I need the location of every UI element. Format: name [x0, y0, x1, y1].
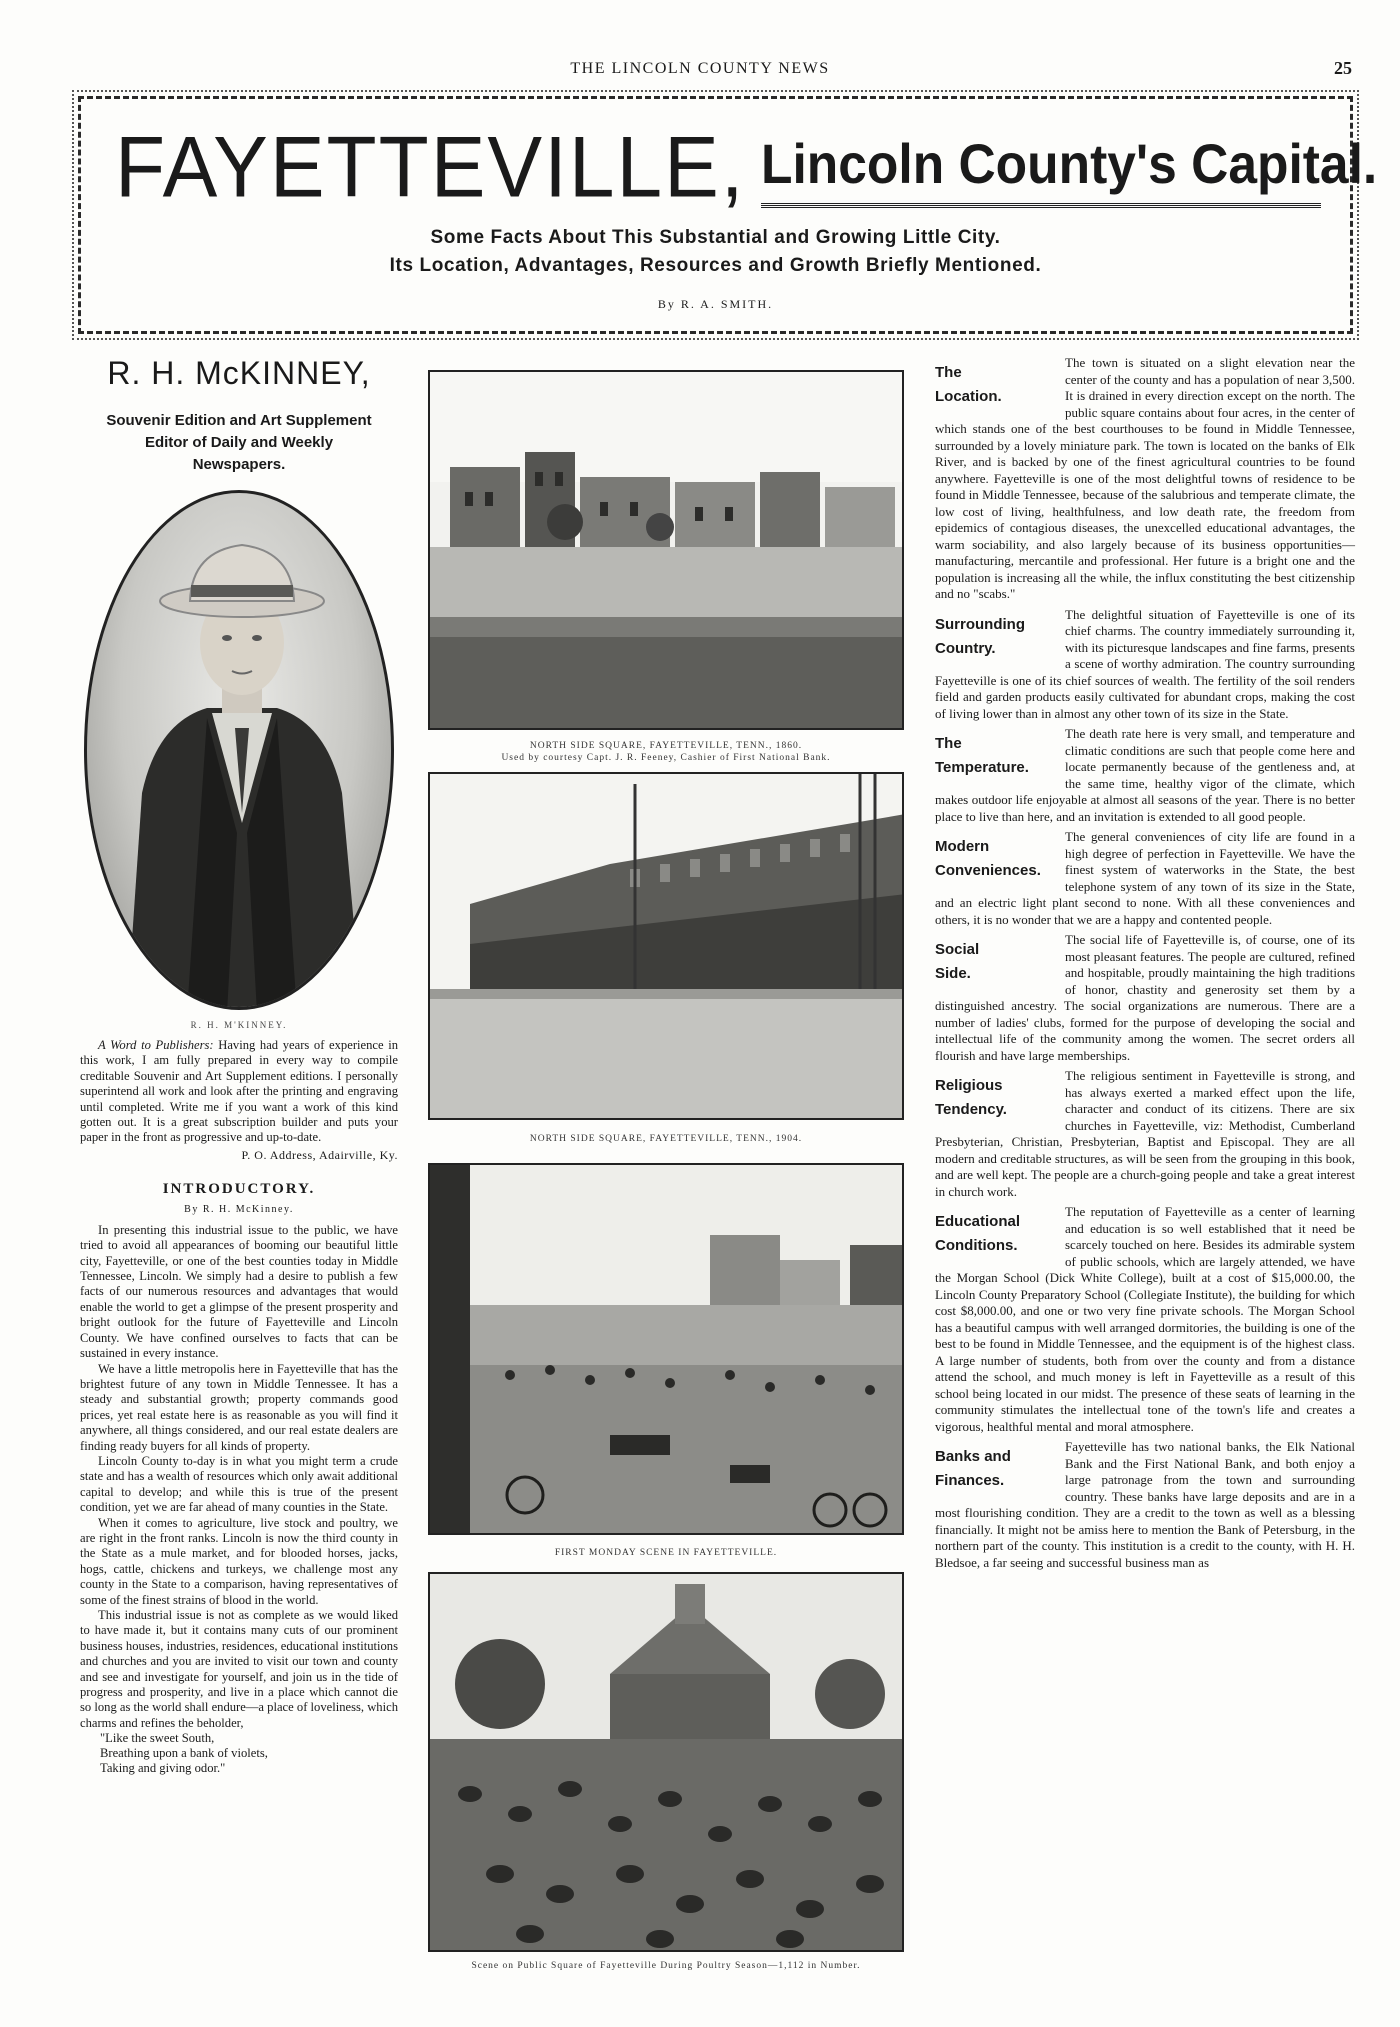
photo-north-square-1860: [428, 370, 904, 730]
editor-role: [80, 410, 398, 476]
section-text: Fayetteville has two national banks, the Elk National Bank and the First National Bank, and both enjoy a large patronage from the town and surrounding country. These banks have large deposits and are in a most flourishing condition. They are a credit to the town as well as a blessing financially. It might not be amiss here to mention the Bank of Petersburg, in the northern part of the county. This institution is a credit to the county, with H. H. Bledsoe, a far seeing and successful business man as: [935, 1439, 1355, 1570]
editor-address: P. O. Address, Adairville, Ky.: [241, 1147, 398, 1162]
page-number: 25: [1334, 58, 1352, 78]
photo-caption-line-1: NORTH SIDE SQUARE, FAYETTEVILLE, TENN., 1860.: [529, 741, 803, 751]
section-text: The religious sentiment in Fayetteville is strong, and has always exerted a marked effect upon the life, character and conduct of its citizens. There are six churches in Fayetteville, viz: Methodist, Cumberland Presbyterian, Christian, Presbyterian, Baptist and Episcopal. They are all modern and creditable structures, as will be seen from the grouping in this book, and are well kept. The people are a church-going people and take a great interest in church work.: [935, 1068, 1355, 1199]
title-box: [78, 96, 1378, 334]
introductory-paragraph: Lincoln County to-day is in what you might term a crude state and has a wealth of resources which only await additional capital to develop; and while this is true of the present condition, yet we are far ahead of many counties in the State.: [80, 1453, 398, 1515]
headline-main: FAYETTEVILLE,: [115, 119, 746, 216]
photo-image: [430, 1574, 904, 1952]
section-educational-conditions: [935, 1204, 1355, 1435]
portrait-caption: R. H. M'KINNEY.: [190, 1020, 288, 1030]
section-head-line-1: The: [935, 364, 962, 381]
section-head: [935, 1445, 1055, 1493]
section-head: [935, 732, 1055, 780]
introductory-paragraph: This industrial issue is not as complete as we would liked to have made it, but it contains many cuts of our prominent business houses, industries, residences, educational institutions and churches and you are invited to visit our town and county and see and investigate for yourself, and join us in the tide of progress and prosperity, and live in a place which cannot die so long as the world shall endure—a place of loveliness, which charms and refines the beholder,: [80, 1608, 398, 1730]
editor-name: R. H. McKINNEY,: [107, 355, 371, 391]
introductory-paragraph: When it comes to agriculture, live stock and poultry, we are right in the front ranks. Lincoln is now the third county in the State as a mule market, and for blooded horses, jacks, hogs, cattle, chickens and turkeys, we challenge most any county in the State to a comparison, having representatives of some of the finest strains of blood in the world.: [80, 1515, 398, 1607]
headline-sub: Lincoln County's Capital.: [761, 132, 1378, 195]
section-text: The town is situated on a slight elevation near the center of the county and has a population of near 3,500. It is drained in every direction except on the north. The public square contains about four acres, in the center of which stands one of the best courthouses to be found in Middle Tennessee, surrounded by a lovely miniature park. The town is located on the banks of Elk River, and is backed by one of the finest agricultural countries to be found anywhere. Fayetteville is one of the most delightful towns of residence to be found in Middle Tennessee, because of the salubrious and temperate climate, the low cost of living, healthfulness, and low death rate, the freedom from epidemics of contagious diseases, the unexcelled educational advantages, the warm sociability, and also largely because of its business opportunities—manufacturing, mercantile and professional. Her future is a bright one and the population is increasing all the while, the influx constituting the best citizenship and no "scabs.": [935, 355, 1355, 601]
section-text: The delightful situation of Fayetteville is one of its chief charms. The country immediately surrounding it, with its picturesque landscapes and fine farms, presents a scene of worthy admiration. The country surrounding Fayetteville is one of its chief sources of wealth. The fertility of the soil renders field and garden products easily cultivated for abundant crops, making the cost of living lower than in almost any other town of its size in the State.: [935, 606, 1355, 721]
section-modern-conveniences: [935, 829, 1355, 928]
section-head-line-1: Educational: [935, 1213, 1021, 1230]
section-head: [935, 613, 1055, 661]
section-text: The general conveniences of city life are found in a high degree of perfection in Fayetteville. We have the finest system of waterworks in the State, the best telephone system of any town of its size in the State, and an electric light plant second to none. With all these conveniences and others, it is no wonder that we are a happy and contented people.: [935, 829, 1355, 927]
editor-role-line-2: Editor of Daily and Weekly: [144, 434, 334, 451]
word-to-publishers: [80, 1038, 398, 1146]
section-head: [935, 1074, 1055, 1122]
running-head: [0, 58, 1400, 82]
word-to-publishers-title: A Word to Publishers:: [98, 1038, 214, 1052]
section-head-line-2: Conveniences.: [935, 862, 1041, 879]
section-head-line-1: Banks and: [935, 1448, 1011, 1465]
section-text: The social life of Fayetteville is, of course, one of its most pleasant features. The people are cultured, refined and hospitable, proudly maintaining the high traditions of honor, chastity and generosity set them by a distinguished ancestry. The social organizations are numerous. There are a number of ladies' clubs, formed for the purpose of developing the social and intellectual life of the community among the women. The secret orders all flourish and have large memberships.: [935, 932, 1355, 1063]
photo-caption: [428, 1547, 904, 1559]
editor-role-line-3: Newspapers.: [192, 456, 286, 473]
introductory-paragraph: We have a little metropolis here in Fayetteville that has the brightest future of any town in Middle Tennessee. It has a steady and substantial growth; property commands good prices, yet real estate here is as reasonable as you will find it anywhere, all things considered, and our real estate dealers are finding ready buyers for all kinds of property.: [80, 1361, 398, 1453]
section-location: [935, 355, 1355, 603]
photo-image: [430, 1165, 904, 1535]
photo-poultry-season: [428, 1572, 904, 1952]
section-social-side: [935, 932, 1355, 1064]
photo-image: [430, 774, 904, 1120]
section-religious-tendency: [935, 1068, 1355, 1200]
section-head-line-1: Modern: [935, 838, 990, 855]
deck-line-1: Some Facts About This Substantial and Growing Little City.: [430, 227, 1001, 248]
paper-name: THE LINCOLN COUNTY NEWS: [570, 60, 830, 77]
section-head-line-2: Tendency.: [935, 1101, 1007, 1118]
section-text: The death rate here is very small, and temperature and climatic conditions are such that people come here and locate permanently because of the gentleness and, at the same time, healthy vigor of the climate, which makes outdoor life enjoyable at almost all seasons of the year. There is no better place to live than here, and an invitation is extended to all good people.: [935, 726, 1355, 824]
section-head: [935, 361, 1055, 409]
photo-caption-line-1: Scene on Public Square of Fayetteville During Poultry Season—1,112 in Number.: [471, 1961, 861, 1971]
editor-role-line-1: Souvenir Edition and Art Supplement: [106, 412, 372, 429]
poem-line: Taking and giving odor.": [100, 1761, 226, 1776]
right-column: [935, 355, 1355, 1575]
section-head-line-2: Country.: [935, 639, 996, 657]
photo-image: [430, 372, 904, 730]
photo-first-monday: [428, 1163, 904, 1535]
section-head-line-1: Religious: [935, 1077, 1003, 1094]
headline-rule: [761, 203, 1321, 208]
photo-caption: [428, 1960, 904, 1972]
editor-portrait: [84, 490, 394, 1010]
section-head-line-2: Temperature.: [935, 759, 1029, 776]
photo-caption-line-1: FIRST MONDAY SCENE IN FAYETTEVILLE.: [554, 1548, 778, 1558]
poem-quote: [80, 1731, 398, 1776]
section-head: [935, 938, 1055, 986]
section-head-line-1: Surrounding: [935, 615, 1025, 633]
word-to-publishers-body: Having had years of experience in this work, I am fully prepared in every way to compile creditable Souvenir and Art Supplement editions. I personally superintend all work and look after the printing and engraving until completed. Write me if you want a work of this kind gotten out. It is a great subscription builder and puts your paper in the front as progressive and up-to-date.: [80, 1038, 399, 1145]
photo-north-square-1904: [428, 772, 904, 1120]
section-surrounding-country: [935, 607, 1355, 723]
section-head: [935, 1210, 1055, 1258]
section-head-line-2: Finances.: [935, 1472, 1005, 1489]
deck-line-2: Its Location, Advantages, Resources and Growth Briefly Mentioned.: [389, 255, 1042, 276]
introductory-byline: By R. H. McKinney.: [184, 1203, 294, 1215]
section-head-line-2: Side.: [935, 965, 971, 982]
photo-caption-line-2: Used by courtesy Capt. J. R. Feeney, Cashier of First National Bank.: [501, 753, 831, 763]
introductory-paragraph: In presenting this industrial issue to the public, we have tried to avoid all appearances of booming our beautiful little city, Fayetteville, or one of the best counties today in Middle Tennessee, Lincoln. We simply had a desire to publish a few facts of our numerous resources and advantages that would enable the world to get a glimpse of the present prosperity and bright outlook for the future of Fayetteville and Lincoln County. We have confined ourselves to facts that can be sustained in every instance.: [80, 1222, 398, 1361]
photo-caption: [428, 740, 904, 764]
portrait-figure: [87, 493, 394, 1010]
section-head-line-1: Social: [935, 941, 980, 958]
article-byline: By R. A. SMITH.: [657, 297, 774, 311]
photo-caption-line-1: NORTH SIDE SQUARE, FAYETTEVILLE, TENN., 1904.: [529, 1134, 803, 1144]
poem-line: Breathing upon a bank of violets,: [100, 1746, 268, 1761]
section-text: The reputation of Fayetteville as a center of learning and education is so well established that it need be scarcely touched on here. Besides its admirable system of public schools, which are largely attended, we have the Morgan School (Dick White College), built at a cost of $15,000.00, the Lincoln County Preparatory School (Collegiate Institute), the building for which cost $8,000.00, and one or two very fine private schools. The Morgan School has a beautiful campus with well arranged dormitories, the building is one of the best to be found in Middle Tennessee, and the equipment is of the highest class. A large number of students, both from over the county and from a distance attend the school, and much money is left in Fayetteville as a result of this school being located in our midst. The presence of these seats of learning in the community stimulates the intellectual tone of the town's life and creates a vigorous, healthful mental and moral atmosphere.: [935, 1204, 1355, 1434]
poem-line: "Like the sweet South,: [100, 1731, 215, 1746]
section-banks-finances: [935, 1439, 1355, 1571]
left-column: [80, 355, 398, 1776]
section-head: [935, 835, 1055, 883]
section-head-line-1: The: [935, 735, 962, 752]
photo-caption: [428, 1133, 904, 1145]
section-head-line-2: Location.: [935, 388, 1002, 405]
introductory-heading: INTRODUCTORY.: [162, 1180, 316, 1197]
section-temperature: [935, 726, 1355, 825]
section-head-line-2: Conditions.: [935, 1237, 1018, 1254]
